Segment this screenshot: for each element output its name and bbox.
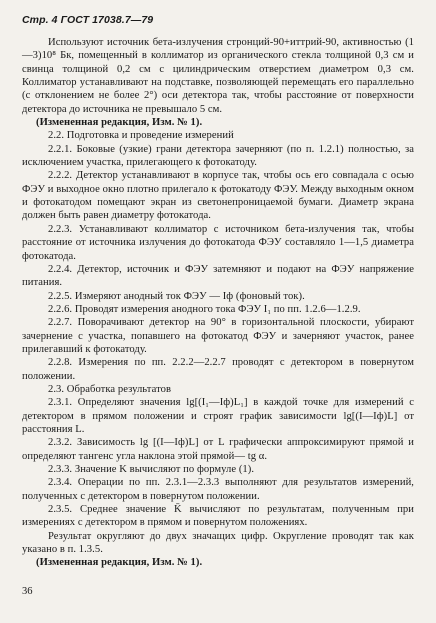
paragraph: Используют источник бета-излучения стронций-90+иттрий-90, активностью (1—3)10⁸ Бк, помещенный в коллиматор из органического стекла толщиной 0,3 см и свинца толщиной 0,2 см с цилиндрическим отверстием диаметром 0,3 см. Коллиматор устанавливают на подставке, позволяющей перемещать его параллельно (с отклонением не более 2°) оси детектора так, чтобы расстояние от поверхности детектора до источника не превышало 5 см. [22, 37, 414, 115]
paragraph: 2.3.1. Определяют значения lg[(I₁—Iф)L₁] в каждой точке для измерений с детектором в прямом положении и строят график зависимости lg[(I—Iф)L] от расстояния L. [22, 397, 414, 435]
amendment-note: (Измененная редакция, Изм. № 1). [36, 557, 203, 569]
paragraph: 2.2.6. Проводят измерения анодного тока ФЭУ I₁ по пп. 1.2.6—1.2.9. [48, 303, 361, 315]
page-header: Стр. 4 ГОСТ 17038.7—79 [22, 14, 154, 26]
paragraph: 2.3.4. Операции по пп. 2.3.1—2.3.3 выполняют для результатов измерений, полученных с детектором в повернутом положении. [22, 477, 414, 502]
paragraph: 2.3.3. Значение K вычисляют по формуле (1). [48, 464, 255, 475]
paragraph: 2.2.1. Боковые (узкие) грани детектора зачерняют (по п. 1.2.1) полностью, за исключением участка, прилегающего к фотокатоду. [22, 143, 414, 169]
paragraph: 2.2.4. Детектор, источник и ФЭУ затемняют и подают на ФЭУ напряжение питания. [22, 263, 414, 289]
paragraph: 2.3.5. Среднее значение K̄ вычисляют по результатам, полученным при измерениях с детектором в прямом и повернутом положениях. [22, 504, 414, 529]
page-number: 36 [22, 586, 33, 597]
paragraph: 2.2.7. Поворачивают детектор на 90° в горизонтальной плоскости, убирают зачернение с участка, попавшего на фотокатод ФЭУ и зачерняют участок, ранее прилегавший к фотокатоду. [22, 317, 414, 355]
amendment-note: (Измененная редакция, Изм. № 1). [36, 117, 203, 129]
paragraph: 2.2.8. Измерения по пп. 2.2.2—2.2.7 проводят с детектором в повернутом положении. [22, 357, 414, 382]
paragraph: 2.3.2. Зависимость lg [(I—Iф)L] от L графически аппроксимируют прямой и определяют тангенс угла наклона этой прямой— tg α. [22, 437, 414, 462]
paragraph: 2.2.2. Детектор устанавливают в корпусе так, чтобы ось его совпадала с осью ФЭУ и выходное окно плотно прилегало к фотокатоду ФЭУ. Между выходным окном и фотокатодом помещают экран из светонепроницаемой бумаги. Диаметр экрана должен быть равен диаметру фотокатода. [22, 170, 414, 222]
paragraph: 2.2.3. Устанавливают коллиматор с источником бета-излучения так, чтобы расстояние от источника излучения до фотокатода ФЭУ составляло 1—1,5 диаметра фотокатода. [22, 223, 414, 262]
paragraph: Результат округляют до двух значащих цифр. Округление проводят так как указано в п. 1.3.5. [22, 530, 414, 556]
paragraph: 2.2.5. Измеряют анодный ток ФЭУ — Iф (фоновый ток). [48, 290, 305, 302]
body-text [22, 36, 414, 570]
paragraph: 2.3. Обработка результатов [48, 383, 172, 395]
paragraph: 2.2. Подготовка и проведение измерений [48, 130, 234, 142]
